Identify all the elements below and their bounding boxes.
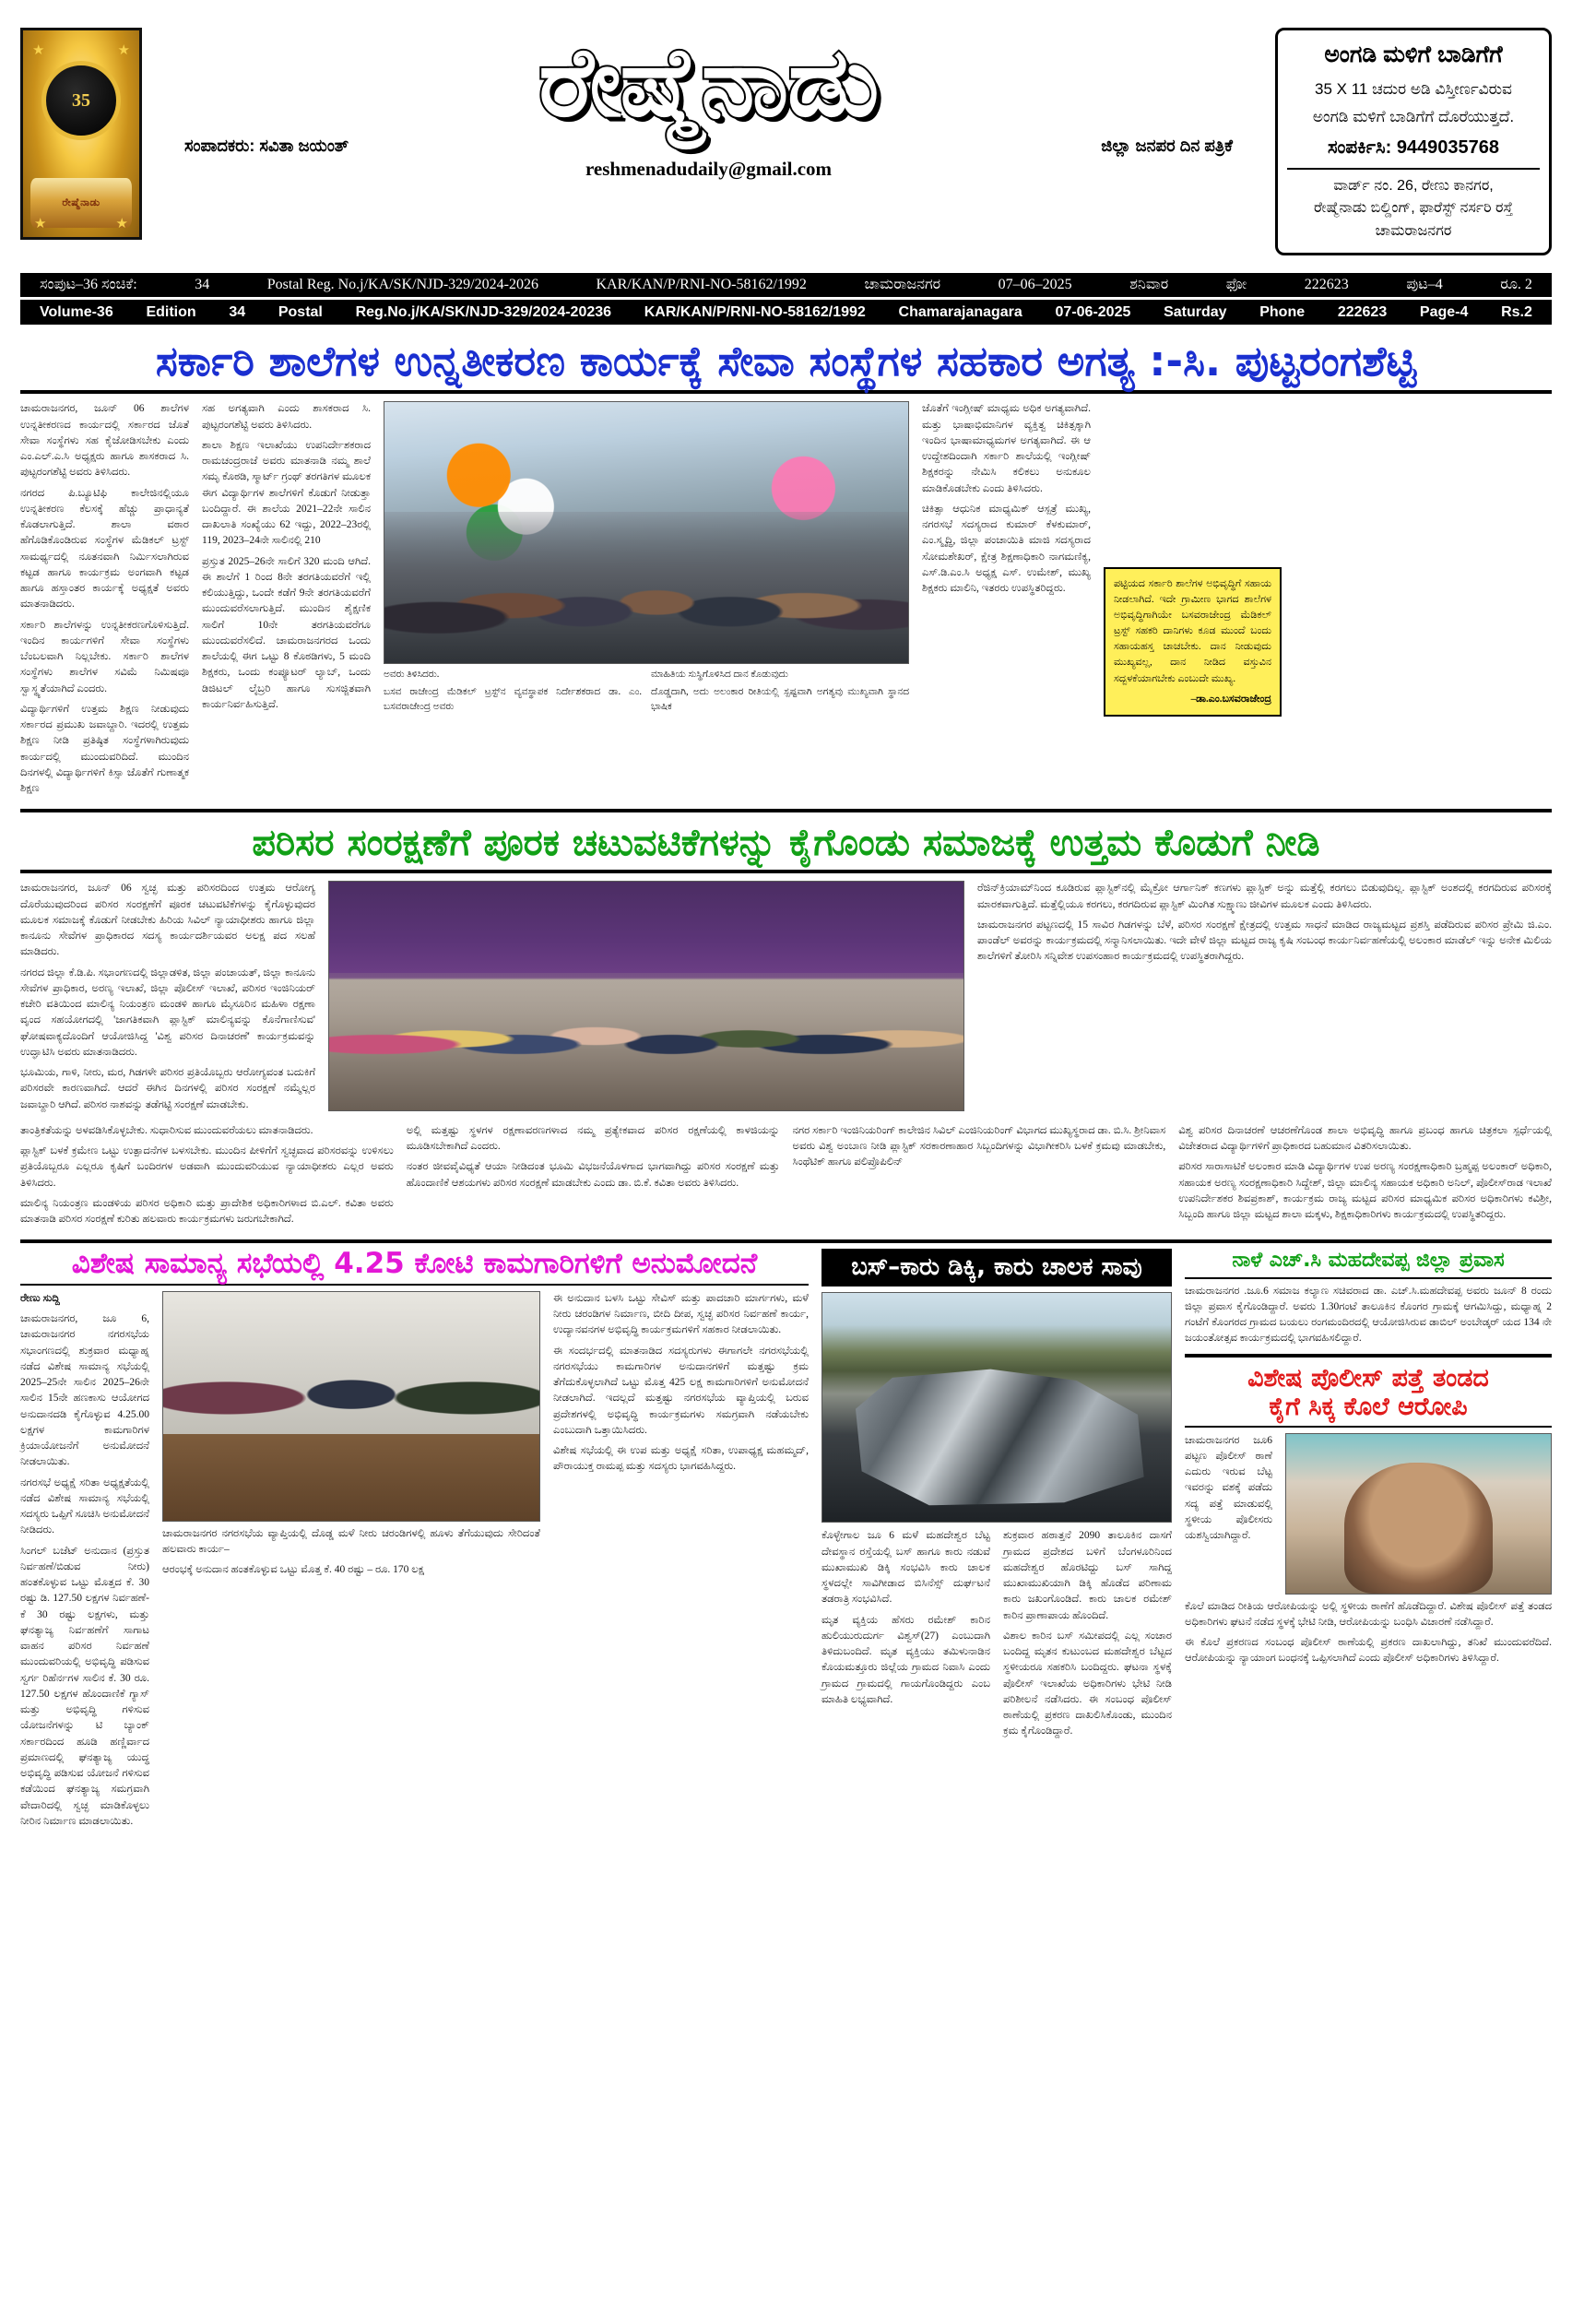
story4-col1 [821,1528,990,1708]
paragraph: ಶುಕ್ರವಾರ ಹಠಾತ್ತನೆ 2090 ತಾಲೂಕಿನ ದಾಸಗೆ ಗ್ರಾಮದ ಪ್ರದೇಶದ ಬಳಿಗೆ ಬೆಂಗಳೂರಿನಿಂದ ಮಹದೇಶ್ವರ ಹೊರಟಿದ್ದು ಬಸ್ ಸಾಗಿದ್ದ ಮುಖಾಮುಖಿಯಾಗಿ ಡಿಕ್ಕಿ ಹೊಡೆದ ಪರಿಣಾಮ ಕಾರು ಜಖಂಗೊಂಡಿದೆ. ಕಾರು ಚಾಲಕ ರಮೇಶ್ ಕಾರಿನ ಪ್ರಾಣಾಪಾಯ ಹೊಂದಿದೆ. [1003,1530,1172,1621]
paragraph: ಚಾಮರಾಜನಗರ, ಜೂನ್ 06 ಸ್ವಚ್ಛ ಮತ್ತು ಪರಿಸರದಿಂದ ಉತ್ತಮ ಆರೋಗ್ಯ ದೊರೆಯುವುದರಿಂದ ಪರಿಸರ ಸಂರಕ್ಷಣೆಗೆ ಪೂರಕ ಚಟುವಟಿಕೆಗಳನ್ನು ಕೈಗೊಳ್ಳುವುದರ ಮೂಲಕ ಸಮಾಜಕ್ಕೆ ಕೊಡುಗೆ ನೀಡಬೇಕು ಹಿರಿಯ ಸಿವಿಲ್ ನ್ಯಾಯಾಧೀಶರು ಹಾಗೂ ಜಿಲ್ಲಾ ಕಾನೂನು ಸೇವೆಗಳ ಪ್ರಾಧಿಕಾರದ ಸದಸ್ಯ ಕಾರ್ಯದರ್ಶಿಯವರ ಅಲಕ್ಷ ಪದ ಸಲಹೆ ಮಾಡಿದರು. [20,883,315,958]
story3-col3 [553,1291,809,1476]
story2-bottom [20,1123,1552,1233]
info-bar-kannada [20,273,1552,297]
ad-divider [1287,168,1540,170]
story2-col1 [20,881,315,1113]
paragraph: ಈ ಸಂದರ್ಭದಲ್ಲಿ ಮಾತನಾಡಿದ ಸದಸ್ಯರುಗಳು ಈಗಾಗಲೇ ನಗರಸಭೆಯಲ್ಲಿ ನಗರಸಭೆಯು ಕಾಮಗಾರಿಗಳ ಅನುದಾನಗಳಿಗೆ ಮತ್ತಷ್ಟು ಕ್ರಮ ತೆಗೆದುಕೊಳ್ಳಲಾಗಿದೆ ಒಟ್ಟು ಮೊತ್ತ 425 ಲಕ್ಷ ಕಾಮಗಾರಿಗಳಿಗೆ ಅನುಮೋದನೆ ನೀಡಲಾಗಿದೆ. ಇದಲ್ಲದೆ ಮತ್ತಷ್ಟು ನಗರಸಭೆಯ ವ್ಯಾಪ್ತಿಯಲ್ಲಿ ಬರುವ ಪ್ರದೇಶಗಳಲ್ಲಿ ಅಭಿವೃದ್ಧಿ ಕಾರ್ಯಕ್ರಮಗಳು ಸಮಗ್ರವಾಗಿ ನಡೆಯಬೇಕು ಎಂಬುದಾಗಿ ಒತ್ತಾಯಿಸಿದರು. [553,1345,809,1436]
story6-headline-line1: ವಿಶೇಷ ಪೊಲೀಸ್ ಪತ್ತೆ ತಂಡದ [1247,1363,1489,1393]
story3-photo [162,1291,540,1522]
paragraph: ಚಾಮರಾಜನಗರ ಜೂ6 ಪಟ್ಟಣ ಪೊಲೀಸ್ ಠಾಣೆ ಎದುರು ಇರುವ ಬೆಟ್ಟ ಇವರನ್ನು ವಶಕ್ಕೆ ಪಡೆದು ಸದ್ಯ ಪತ್ತೆ ಮಾಡುವಲ್ಲಿ ಸ್ಥಳೀಯ ಪೊಲೀಸರು ಯಶಸ್ವಿಯಾಗಿದ್ದಾರೆ. [1185,1434,1272,1542]
info-page-kn: ಪುಟ–4 [1406,277,1443,292]
story1-col3 [922,401,1091,597]
paragraph: ಪ್ಲಾಸ್ಟಿಕ್ ಬಳಕೆ ಕ್ರಮೇಣ ಒಟ್ಟು ಉತ್ಪಾದನೆಗಳ ಬಳಸಬೇಕು. ಮುಂದಿನ ಪೀಳಿಗೆಗೆ ಸ್ವಚ್ಛವಾದ ಪರಿಸರವನ್ನು ಉಳಿಸಲು ಪ್ರತಿಯೊಬ್ಬರೂ ಎಲ್ಲರೂ ಕೃಷಿಗೆ ಬಂದಿರಗಳ ಅಡವಾಗಿ ಮುಂದುವರಿಯುವ ನ್ಯಾಯಾಧೀಶರು ಎಲ್ಲರ ಅವರು ತಿಳಿಸಿದರು. [20,1145,394,1189]
classified-ad-box [1275,28,1552,255]
info-postal-label-en: Postal [278,303,323,320]
info-price-kn: ರೂ. 2 [1500,277,1532,292]
story5-headline: ನಾಳೆ ಎಚ್.ಸಿ ಮಹದೇವಪ್ಪ ಜಿಲ್ಲಾ ಪ್ರವಾಸ [1232,1249,1505,1273]
paragraph: ಮಾಲಿನ್ಯ ನಿಯಂತ್ರಣ ಮಂಡಳಿಯ ಪರಿಸರ ಅಧಿಕಾರಿ ಮತ್ತು ಪ್ರಾದೇಶಿಕ ಅಧಿಕಾರಿಗಳಾದ ಬಿ.ಎಲ್. ಕವಿತಾ ಅವರು ಮಾತನಾಡಿ ಪರಿಸರ ಸಂರಕ್ಷಣೆ ಕುರಿತು ಹಲವಾರು ಕಾರ್ಯಕ್ರಮಗಳು ಜರುಗಬೇಕಾಗಿದೆ. [20,1197,394,1225]
divider [20,390,1552,394]
info-phone-en: 222623 [1337,303,1388,320]
paragraph: ನಗರದ ಪಿ.ಬ್ಯೂಟಿಫಿ ಕಾಲೇಜಿನಲ್ಲಿಯೂ ಉನ್ನತೀಕರಣ ಕೆಲಸಕ್ಕೆ ಹೆಚ್ಚು ಪ್ರಾಧಾನ್ಯತೆ ಕೊಡಲಾಗುತ್ತಿದೆ. ಶಾಲಾ ವಠಾರ ಹೆಗೊಡಿಕೊಂಡಿರುವ ಸಂಸ್ಥೆಗಳ ಮೆಡಿಕಲ್ ಟ್ರಸ್ಟ್ ಸಾಮರ್ಥ್ಯದಲ್ಲಿ ನೂತನವಾಗಿ ನಿರ್ಮಿಸಲಾಗಿರುವ ಕಟ್ಟಡ ಹಾಗೂ ಕಾರ್ಯಕ್ರಮ ಅಂಗವಾಗಿ ಕಟ್ಟಡ ಹಾಗೂ ಹಸ್ತಾಂತರ ಕಾರ್ಯಕ್ಕೆ ಅಧ್ಯಕ್ಷತೆ ಅವರು ಮಾತನಾಡಿದರು. [20,487,189,611]
paragraph: ಪರಿಸರ ಸಾರಾಸಾಟಿಕೆ ಅಲಂಕಾರ ಮಾಡಿ ವಿದ್ಯಾರ್ಥಿಗಳ ಉಪ ಅರಣ್ಯ ಸಂರಕ್ಷಣಾಧಿಕಾರಿ ಬ್ರಹ್ಮಪ್ಪ ಅಲಂಕಾರ್ ಅಧಿಕಾರಿ, ಸಹಾಯಕ ಅರಣ್ಯ ಸಂರಕ್ಷಣಾಧಿಕಾರಿ ಸಿದ್ದೇಶ್, ಜಿಲ್ಲಾ ಮಾಲಿನ್ಯ ಸಹಾಯಕ ಅಧಿಕಾರಿ ಅನಿಲ್, ಪೊಲೀಸ್‌ರಾಡ ಇಲಾಖೆ ಉಪನಿರ್ದೇಶಕರ ಶಿವಪ್ರಕಾಶ್, ಕಾರ್ಯಕ್ರಮ ರಾಜ್ಯ ಮಟ್ಟದ ಪರಿಸರ ಮಾಧ್ಯಮಿಕ ಪರಿಸರ ಅಧಿಕಾರಿಗಳು ಕವಿಶ್ರೀ, ಸಿಬ್ಬಂದಿ ಹಾಗೂ ಜಿಲ್ಲಾ ಮಟ್ಟದ ಶಾಲಾ ಮಕ್ಕಳು, ಶಿಕ್ಷಕಾಧಿಕಾರಿಗಳು ಕಾರ್ಯಕ್ರಮದಲ್ಲಿ ಉಪಸ್ಥಿತರಿದ್ದರು. [1178,1161,1552,1220]
story2-col4 [977,881,1552,965]
highlight-attribution: –ಡಾ.ಎಂ.ಬಸವರಾಜೇಂದ್ರ [1190,693,1271,705]
paragraph: ಆರಂಭಕ್ಕೆ ಅನುದಾನ ಹಂತಕೊಳ್ಳುವ ಒಟ್ಟು ಮೊತ್ತ ಕೆ. 40 ರಷ್ಟು – ರೂ. 170 ಲಕ್ಷ [162,1564,424,1576]
paragraph: ಚಾಮರಾಜನಗರ, ಜೂ 6, ಚಾಮರಾಜನಗರ ನಗರಸಭೆಯ ಸಭಾಂಗಣದಲ್ಲಿ ಶುಕ್ರವಾರ ಮಧ್ಯಾಹ್ನ ನಡೆದ ವಿಶೇಷ ಸಾಮಾನ್ಯ ಸಭೆಯಲ್ಲಿ 2025–25ನೇ ಸಾಲಿನ 2025–26ನೇ ಸಾಲಿನ 15ನೇ ಹಣಕಾಸು ಆಯೋಗದ ಅನುದಾನದಡಿ ಕೈಗೊಳ್ಳುವ 4.25.00 ಲಕ್ಷಗಳ ಕಾಮಗಾರಿಗಳ ಕ್ರಿಯಾಯೋಜನೆಗೆ ಅನುಮೋದನೆ ನೀಡಲಾಯಿತು. [20,1313,149,1468]
paragraph: ಭೂಮಿಯ, ಗಾಳಿ, ನೀರು, ಮರ, ಗಿಡಗಳೇ ಪರಿಸರ ಪ್ರತಿಯೊಬ್ಬರು ಆರೋಗ್ಯವಂತ ಬದುಕಿಗೆ ಪರಿಸರವೇ ಕಾರಣವಾಗಿದೆ. ಆದರೆ ಈಗಿನ ದಿನಗಳಲ್ಲಿ ಪರಿಸರ ಸಂರಕ್ಷಣೆ ನಮ್ಮೆಲ್ಲರ ಜವಾಬ್ದಾರಿ ಆಗಿದೆ. ಪರಿಸರ ನಾಶವನ್ನು ತಡೆಗಟ್ಟಿ ಸಂರಕ್ಷಣೆ ಮಾಡಬೇಕು. [20,1067,315,1110]
info-date-kn: 07–06–2025 [998,277,1072,292]
story6-col1 [1185,1433,1272,1545]
masthead-center [142,13,1275,181]
paragraph: ಈ ಅನುದಾನ ಬಳಸಿ ಒಟ್ಟು ಸೇವಿಸ್ ಮತ್ತು ಪಾದಚಾರಿ ಮಾರ್ಗಗಳು, ಮಳೆ ನೀರು ಚರಂಡಿಗಳ ನಿರ್ಮಾಣ, ಬೀದಿ ದೀಪ, ಸ್ವಚ್ಛ ಪರಿಸರ ನಿರ್ವಹಣೆ ಕಾರ್ಯ, ಉದ್ಯಾನವನಗಳ ಅಭಿವೃದ್ಧಿ ಕಾರ್ಯಕ್ರಮಗಳಿಗೆ ಸಹಕಾರ ನೀಡಲಾಯಿತು. [553,1292,809,1336]
story6-body-rest [1185,1599,1552,1667]
story2-headline: ಪರಿಸರ ಸಂರಕ್ಷಣೆಗೆ ಪೂರಕ ಚಟುವಟಿಕೆಗಳನ್ನು ಕೈಗೊಂಡು ಸಮಾಜಕ್ಕೆ ಉತ್ತಮ ಕೊಡುಗೆ ನೀಡಿ [252,822,1320,865]
info-phone-kn: 222623 [1304,277,1349,292]
newspaper-title: ರೇಷ್ಮೆನಾಡು [538,25,879,138]
story1-photo-captions [384,668,909,682]
info-day-kn: ಶನಿವಾರ [1129,277,1169,292]
ad-contact-label: ಸಂಪರ್ಕಿಸಿ: [1327,136,1392,158]
info-price-en: Rs.2 [1501,303,1532,320]
paragraph: ಚಾಮರಾಜನಗರ, ಜೂನ್ 06 ಶಾಲೆಗಳ ಉನ್ನತೀಕರಣದ ಕಾರ್ಯದಲ್ಲಿ ಸರ್ಕಾರದ ಜೊತೆ ಸೇವಾ ಸಂಸ್ಥೆಗಳು ಸಹ ಕೈಜೋಡಿಸಬೇಕು ಎಂದು ಎಂ.ಎಲ್.ಎ.ಸಿ ಅಧ್ಯಕ್ಷರು ಹಾಗೂ ಶಾಸಕರಾದ ಸಿ. ಪುಟ್ಟರಂಗಶೆಟ್ಟಿ ಅವರು ತಿಳಿಸಿದರು. [20,403,189,479]
contact-email: reshmenadudaily@gmail.com [585,158,833,181]
paragraph: ಸಿಂಗಲ್ ಬಜೆಟ್ ಅನುದಾನ (ಪ್ರಸ್ತುತ ನಿರ್ವಹಣೆ/ಬಿಡುವ ನೀರು) ಹಂತಕೊಳ್ಳುವ ಒಟ್ಟು ಮೊತ್ತದ ಕೆ. 30 ರಷ್ಟು ಡಿ. 127.50 ಲಕ್ಷಗಳ ನಿರ್ವಹಣೆ-ಕೆ 30 ರಷ್ಟು ಲಕ್ಷಗಳು, ಮತ್ತು ಘನತ್ಯಾಜ್ಯ ನಿರ್ವಹಣೆಗೆ ಸಾಗಾಟ ವಾಹನ ಪರಿಸರ ನಿರ್ವಹಣೆ ಮುಂದುವರಿಯಲ್ಲಿ ಅಭಿವೃದ್ಧಿ ಪಡಿಸುವ ಸ್ವರ್ಗ ರಿಹೆರ್ನಗಳ ಸಾಲಿನ ಕೆ. 30 ರೂ. 127.50 ಲಕ್ಷಗಳ ಹೊಂದಾಣಿಕೆ ಗ್ಯಾಸ್ ಮತ್ತು ಅಭಿವೃದ್ಧಿ ಗಳಿಸುವ ಯೋಜನೆಗಳನ್ನು ಟಿ ಬ್ಯಾಂಕ್ ಸರ್ಕಾರದಿಂದ ಹೂಡಿ ಹಣ್ಣಿರ್ವಾದ ಪ್ರಮಾಣದಲ್ಲಿ ಘನತ್ಯಾಜ್ಯ ಯುದ್ಧ ಅಭಿವೃದ್ಧಿ ಪಡಿಸುವ ಯೋಜನೆ ಗಳಿಸುವ ಕಡೆಯಿಂದ ಘನತ್ಯಾಜ್ಯ ಸಮಗ್ರವಾಗಿ ವೇದಾರಿದಲ್ಲಿ ಸ್ವಚ್ಛ ಮಾಡಿಕೊಳ್ಳಲು ನೀರಿನ ನಿರ್ಮಾಣ ಮಾಡಲಾಯಿತು. [20,1545,149,1827]
story4-col2 [1003,1528,1172,1739]
paragraph: ಜೊತೆಗೆ ಇಂಗ್ಲೀಷ್ ಮಾಧ್ಯಮ ಅಧಿಕ ಅಗತ್ಯವಾಗಿದೆ. ಮತ್ತು ಭಾಷಾಭಿಮಾನಿಗಳ ವ್ಯಕ್ತಿತ್ವ ಚಿಕಿತ್ಸಕ್ಕಾಗಿ ಇಂದಿನ ಭಾಷಾಮಾಧ್ಯಮಗಳ ಅಗತ್ಯವಾಗಿದೆ. ಈ ಆ ಉದ್ದೇಶದಿಂದಾಗಿ ಸರ್ಕಾರಿ ಶಾಲೆಯಲ್ಲಿ ಇಂಗ್ಲೀಷ್ ಶಿಕ್ಷಕರನ್ನು ನೇಮಿಸಿ ಕಲಿಕಲು ಅನುಕೂಲ ಮಾಡಿಕೊಡಬೇಕು ಎಂದು ತಿಳಿಸಿದರು. [922,403,1091,494]
story6-photo [1285,1433,1552,1595]
editor-line: ಸಂಪಾದಕರು: ಸವಿತಾ ಜಯಂತ್ [184,136,349,156]
logo-ribbon-label: ರೇಷ್ಮೆನಾಡು [62,196,100,208]
divider [20,870,1552,873]
star-icon: ★ [115,216,128,231]
divider [20,1284,809,1286]
tagline: ಜಿಲ್ಲಾ ಜನಪರ ದಿನ ಪತ್ರಿಕೆ [1101,136,1233,156]
paragraph: ನಗರದ ಜಿಲ್ಲಾ ಕೆ.ಡಿ.ಪಿ. ಸಭಾಂಗಣದಲ್ಲಿ ಜಿಲ್ಲಾಡಳಿತ, ಜಿಲ್ಲಾ ಪಂಚಾಯತ್, ಜಿಲ್ಲಾ ಕಾನೂನು ಸೇವೆಗಳ ಪ್ರಾಧಿಕಾರ, ಅರಣ್ಯ ಇಲಾಖೆ, ಜಿಲ್ಲಾ ಪೊಲೀಸ್ ಇಲಾಖೆ, ಪರಿಸರ ಇಂಜಿನಿಯರ್ ಕಚೇರಿ ವತಿಯಿಂದ ಮಾಲಿನ್ಯ ನಿಯಂತ್ರಣ ಮಂಡಳಿ ಹಾಗೂ ಮೈಸೂರಿನ ಮಹಿಳಾ ರಕ್ಷಣಾ ವೃಂದ ಸಹಯೋಗದಲ್ಲಿ 'ಜಾಗತಿಕವಾಗಿ ಪ್ಲಾಸ್ಟಿಕ್ ಮಾಲಿನ್ಯವನ್ನು ಕೊನೆಗಾಣಿಸುವ' ಘೋಷವಾಕ್ಯದೊಂದಿಗೆ ಆಯೋಜಿಸಿದ್ದ 'ವಿಶ್ವ ಪರಿಸರ ದಿನಾಚರಣೆ' ಕಾರ್ಯಕ್ರಮವನ್ನು ಉದ್ಘಾಟಿಸಿ ಅವರು ಮಾತನಾಡಿದರು. [20,966,315,1058]
info-edition-en: 34 [229,303,246,320]
caption-left: ಅವರು ತಿಳಿಸಿದರು. [384,670,440,681]
story2-col2a [20,1123,394,1228]
story5-body [1185,1284,1552,1347]
paragraph: ಕೊಲೆ ಮಾಡಿದ ರೀತಿಯ ಆರೋಪಿಯನ್ನು ಅಲ್ಲಿ ಸ್ಥಳೀಯ ಠಾಣೆಗೆ ಹೊಡೆದಿದ್ದಾರೆ. ವಿಶೇಷ ಪೊಲೀಸ್ ಪತ್ತೆ ತಂಡದ ಅಧಿಕಾರಿಗಳು ಘಟನೆ ನಡೆದ ಸ್ಥಳಕ್ಕೆ ಭೇಟಿ ನೀಡಿ, ಆರೋಪಿಯನ್ನು ಬಂಧಿಸಿ ವಿಚಾರಣೆ ನಡೆಸಿದ್ದಾರೆ. [1185,1600,1552,1628]
logo-emblem [41,61,121,140]
info-place-kn: ಚಾಮರಾಜನಗರ [864,277,941,292]
info-page-en: Page-4 [1419,303,1469,320]
info-place-en: Chamarajanagara [898,303,1022,320]
paragraph: ರೆಜಿನ್‌ಕ್ರಿಯಾಮ್‌ನಿಂದ ಕೂಡಿರುವ ಪ್ಲಾಸ್ಟಿಕ್‌ನಲ್ಲಿ ಮೈಕ್ರೋ ಆರ್ಗಾನಿಕ್ ಕಣಗಳು ಪ್ಲಾಸ್ಟಿಕ್ ಅನ್ನು ಮತ್ತೆಲ್ಲಿ ಕರಗಲು ಬಿಡುವುದಿಲ್ಲ. ಪ್ಲಾಸ್ಟಿಕ್ ಅಂಶದಲ್ಲಿ ಕರಗದಿರುವ ಪರಿಸರಕ್ಕೆ ಮಾರಕವಾಗುತ್ತಿದೆ. ಮತ್ತೆಲ್ಲಿಯೂ ಕರಗಲು, ಕರಗದಿರುವ ಪ್ಲಾಸ್ಟಿಕ್ ಮಿಂಗಿತ ಸುಕ್ಷ್ಮಾಣು ಜೀವಿಗಳ ಮೂಲಕ ಎಂದು ತಿಳಿಸಿದರು. [977,883,1552,910]
story6-headline-line2: ಕೈಗೆ ಸಿಕ್ಕ ಕೊಲೆ ಆರೋಪಿ [1269,1392,1468,1421]
story1-col1 [20,401,189,797]
paragraph: ಕೊಳ್ಳೇಗಾಲ ಜೂ 6 ಮಳೆ ಮಹದೇಶ್ವರ ಬೆಟ್ಟ ದೇವಸ್ಥಾನ ರಸ್ತೆಯಲ್ಲಿ ಬಸ್ ಹಾಗೂ ಕಾರು ನಡುವೆ ಮುಖಾಮುಖಿ ಡಿಕ್ಕಿ ಸಂಭವಿಸಿ ಕಾರು ಚಾಲಕ ಸ್ಥಳದಲ್ಲೇ ಸಾವಿಗೀಡಾದ ಬಿಸಿನೆಸ್ಸ್ ದುರ್ಘಟನೆ ತಡರಾತ್ರಿ ಸಂಭವಿಸಿದೆ. [821,1530,990,1606]
info-rni-en: KAR/KAN/P/RNI-NO-58162/1992 [644,303,866,320]
divider [20,1239,1552,1243]
paragraph: ಚಾಮರಾಜನಗರ ಪಟ್ಟಣದಲ್ಲಿ 15 ಸಾವಿರ ಗಿಡಗಳನ್ನು ಬೆಳೆ, ಪರಿಸರ ಸಂರಕ್ಷಣೆ ಕ್ಷೇತ್ರದಲ್ಲಿ ಉತ್ತಮ ಸಾಧನೆ ಮಾಡಿದ ರಾಜ್ಯಮಟ್ಟದ ಪ್ರಶಸ್ತಿ ಪಡೆದಿರುವ ಪರಿಸರ ಪ್ರೇಮಿ ಜಿ.ಎಂ. ಪಾಂಡೆಲ್ ಅವರನ್ನು ಕಾರ್ಯಕ್ರಮದಲ್ಲಿ ಸನ್ಮಾನಿಸಲಾಯಿತು. ಇದೇ ವೇಳೆ ಜಿಲ್ಲಾ ಮಟ್ಟದ ರಾಜ್ಯ ಕೃಷಿ ಸಂಬಂಧ ಕಾರ್ಯನಿರ್ವಹಣೆಯಲ್ಲಿ ಅಲಂಕಾರ ಮಾಡೆಲ್ ಇನ್ನು ಅನೇಕ ಮಿಲಿಯ ಶಾಲೆಗಳಿಗೆ ತೋರಿಸಿ ಸನ್ನಿವೇಶ ಉಪಸಂಹಾರ ಕಾರ್ಯಕ್ರಮದಲ್ಲಿ ಉಪಸ್ಥಿತರಾಗಿದ್ದರು. [977,919,1552,963]
photo-subjects [329,973,963,1110]
story3-kicker: ರೇಣು ಸುದ್ದಿ [20,1292,60,1304]
story1-photo [384,401,909,664]
story2-photo [328,881,964,1111]
divider [1185,1354,1552,1358]
info-volume-en: Volume-36 [40,303,113,320]
wrecked-car [844,1367,1151,1509]
paragraph: ಈ ಕೊಲೆ ಪ್ರಕರಣದ ಸಂಬಂಧ ಪೊಲೀಸ್ ಠಾಣೆಯಲ್ಲಿ ಪ್ರಕರಣ ದಾಖಲಾಗಿದ್ದು, ತನಿಖೆ ಮುಂದುವರೆದಿದೆ. ಆರೋಪಿಯನ್ನು ನ್ಯಾಯಾಂಗ ಬಂಧನಕ್ಕೆ ಒಪ್ಪಿಸಲಾಗಿದೆ ಎಂದು ಪೊಲೀಸ್ ಅಧಿಕಾರಿಗಳು ತಿಳಿಸಿದ್ದಾರೆ. [1185,1637,1552,1665]
caption-mid: ಮಾಹಿತಿಯ ಸುಸ್ಥಿಗೊಳಿಸಿದ ದಾನ ಕೊಡುವುದು [651,670,788,681]
story3-col1 [20,1291,149,1830]
paragraph: ವಿಶೇಷ ಸಭೆಯಲ್ಲಿ ಈ ಉಪ ಮತ್ತು ಅಧ್ಯಕ್ಷೆ ಸರಿತಾ, ಉಪಾಧ್ಯಕ್ಷ ಮಹಮ್ಮದ್, ಪೌರಾಯುಕ್ತ ರಾಮಪ್ಪ ಮತ್ತು ಸದಸ್ಯರು ಭಾಗವಹಿಸಿದ್ದರು. [553,1445,809,1473]
ad-contact [1285,134,1542,161]
paragraph: ಚಾಮರಾಜನಗರ .ಜೂ.6 ಸಮಾಜ ಕಲ್ಯಾಣ ಸಚಿವರಾದ ಡಾ. ಎಚ್.ಸಿ.ಮಹದೇವಪ್ಪ ಅವರು ಜೂನ್ 8 ರಂದು ಜಿಲ್ಲಾ ಪ್ರವಾಸ ಕೈಗೊಂಡಿದ್ದಾರೆ. ಅವರು 1.30ಗಂಟೆ ತಾಲೂಕಿನ ಕೊಂಗರ ಗ್ರಾಮಕ್ಕೆ ಆಗಮಿಸಿದ್ದು, ಮಧ್ಯಾಹ್ನ 2 ಗಂಟೆಗೆ ಕೊಂಗರದ ಗ್ರಾಮದ ಬಯಲು ರಂಗಮಂದಿರದಲ್ಲಿ ಆಯೋಜಿಸಿರುವ ಡಾಬಿಲ್ ಅಂಬೇಡ್ಕರ್ ಯದ 134 ನೇ ಜಯಂತೋತ್ಸವ ಕಾರ್ಯಕ್ರಮದಲ್ಲಿ ಭಾಗವಹಿಸಲಿದ್ದಾರೆ. [1185,1285,1552,1345]
ad-headline: ಅಂಗಡಿ ಮಳಿಗೆ ಬಾಡಿಗೆಗೆ [1324,42,1503,67]
info-postal-kn: Postal Reg. No.j/KA/SK/NJD-329/2024-2026 [266,277,538,292]
story1-highlight-box [1104,567,1282,716]
ad-address-line-3: ಚಾಮರಾಜನಗರ [1375,223,1452,240]
story6-headline [1185,1364,1552,1421]
paragraph: ವಿಶ್ವ ಪರಿಸರ ದಿನಾಚರಣೆ ಆಚರಣೆಗೊಂಡ ಶಾಲಾ ಅಭಿವೃದ್ಧಿ ಹಾಗೂ ಪ್ರಬಂಧ ಹಾಗೂ ಚಿತ್ರಕಲಾ ಸ್ಪರ್ಧೆಯಲ್ಲಿ ವಿಜೇತರಾದ ವಿದ್ಯಾರ್ಥಿಗಳಿಗೆ ಪ್ರಾಧಿಕಾರದ ಬಹುಮಾನ ವಿತರಿಸಲಾಯಿತು. [1178,1124,1552,1152]
caption-sub-2: ದೊಡ್ಡದಾಗಿ, ಅದು ಅಲಂಕಾರ ರೀತಿಯಲ್ಲಿ ಸ್ಪಷ್ಟವಾಗಿ ಅಗತ್ಯವು ಮುಖ್ಯವಾಗಿ ಸ್ಥಾನದ ಭಾಷಿಕ [651,687,909,712]
paragraph: ಅಲ್ಲಿ ಮತ್ತಷ್ಟು ಸ್ಥಳಗಳ ರಕ್ಷಣಾವರಣಗಳಾದ ನಮ್ಮ ಪ್ರತ್ಯೇಕವಾದ ಪರಿಸರ ರಕ್ಷಣೆಯಲ್ಲಿ ಕಾಳಜಿಯನ್ನು ಮೂಡಿಸಬೇಕಾಗಿದೆ ಎಂದರು. [406,1124,780,1152]
info-day-en: Saturday [1164,303,1227,320]
story3-col2 [162,1526,540,1579]
info-rni-kn: KAR/KAN/P/RNI-NO-58162/1992 [596,277,807,292]
ad-body-line: ಅಂಗಡಿ ಮಳಿಗೆ ಬಾಡಿಗೆಗೆ ದೊರೆಯುತ್ತದೆ. [1312,108,1515,125]
ad-address [1285,175,1542,243]
paragraph: ಸರ್ಕಾರಿ ಶಾಲೆಗಳನ್ನು ಉನ್ನತೀಕರಣಗೊಳಿಸುತ್ತಿದೆ. ಇಂದಿನ ಕಾರ್ಯಗಳಿಗೆ ಸೇವಾ ಸಂಸ್ಥೆಗಳು ಬೆಂಬಲವಾಗಿ ನಿಲ್ಲಬೇಕು. ಸರ್ಕಾರಿ ಶಾಲೆಗಳ ಸಂಸ್ಥೆಗಳು ಶಾಲೆಗಳ ಸವಿಮೆ ನಿಮಿಷವೂ ಸ್ವಾಸ್ಥ್ಯತೆಯಾಗಿದೆ ಎಂದರು. [20,619,189,694]
caption-sub-1: ಬಸವ ರಾಜೇಂದ್ರ ಮೆಡಿಕಲ್ ಟ್ರಸ್ಟ್‌ನ ವ್ಯವಸ್ಥಾಪಕ ನಿರ್ದೇಶಕರಾದ ಡಾ. ಎಂ. ಬಸವರಾಜೇಂದ್ರ ಅವರು [384,687,642,712]
paragraph: ಶಾಲಾ ಶಿಕ್ಷಣ ಇಲಾಖೆಯು ಉಪನಿರ್ದೇಶಕರಾದ ರಾಮಚಂದ್ರರಾಜೆ ಅವರು ಮಾತನಾಡಿ ನಮ್ಮ ಶಾಲೆ ಸಮೃ ಕೊಠಡಿ, ಸ್ಮಾರ್ಟ್ ಗ್ರಂಥ್ ತರಗತಿಗಳ ಮೂಲಕ ಈಗ ವಿದ್ಯಾರ್ಥಿಗಳ ಶಾಲೆಗಳಿಗೆ ಕೊಡುಗೆ ನೀಡುತ್ತಾ ಬಂದಿದ್ದಾರೆ. ಈ ಶಾಲೆಯ 2021–22ನೇ ಸಾಲಿನ ದಾಖಲಾತಿ ಸಂಖ್ಯೆಯು 62 ಇದ್ದು, 2022–23ರಲ್ಲಿ 119, 2023–24ನೇ ಸಾಲಿನಲ್ಲಿ 210 [202,439,371,547]
info-edition-kn: 34 [195,277,210,292]
info-date-en: 07-06-2025 [1055,303,1131,320]
paragraph: ತಾಂತ್ರಿಕತೆಯನ್ನು ಅಳವಡಿಸಿಕೊಳ್ಳಬೇಕು. ಸುಧಾರಿಸುವ ಮುಂದುವರೆಯಲು ಮಾತನಾಡಿದರು. [20,1124,313,1136]
info-bar-english [20,300,1552,325]
story3-headline: ವಿಶೇಷ ಸಾಮಾನ್ಯ ಸಭೆಯಲ್ಲಿ 4.25 ಕೋಟಿ ಕಾಮಗಾರಿಗಳಿಗೆ ಅನುಮೋದನೆ [71,1247,758,1281]
paragraph: ನಗರಸಭೆ ಅಧ್ಯಕ್ಷೆ ಸರಿತಾ ಅಧ್ಯಕ್ಷತೆಯಲ್ಲಿ ನಡೆದ ವಿಶೇಷ ಸಾಮಾನ್ಯ ಸಭೆಯಲ್ಲಿ ಸದಸ್ಯರು ಒಪ್ಪಿಗೆ ಸೂಚಿಸಿ ಅನುಮೋದನೆ ನೀಡಿದರು. [20,1476,149,1536]
story4-photo [821,1292,1172,1523]
paragraph: ವಿದ್ಯಾರ್ಥಿಗಳಿಗೆ ಉತ್ತಮ ಶಿಕ್ಷಣ ನೀಡುವುದು ಸರ್ಕಾರದ ಪ್ರಮುಖ ಜವಾಬ್ದಾರಿ. ಇದರಲ್ಲಿ ಉತ್ತಮ ಶಿಕ್ಷಣ ನೀಡಿ ಪ್ರತಿಷ್ಠಿತ ಸಂಸ್ಥೆಗಳಾಗಿರುವುದು ಕಾರ್ಯದಲ್ಲಿ ಮುಂದುವರಿದಿದೆ. ಮುಂದಿನ ದಿನಗಳಲ್ಲಿ ವಿದ್ಯಾರ್ಥಿಗಳಿಗೆ ಕಿಸ್ಸಾ ಜೊತೆಗೆ ಗುಣಾತ್ಮಕ ಶಿಕ್ಷಣ [20,703,189,794]
ad-address-line-1: ವಾರ್ಡ್ ನಂ. 26, ರೇಣು ಕಾನಗರ, [1333,177,1494,194]
paragraph: ವಿಶಾಲ ಕಾರಿನ ಬಸ್ ಸಮೀಪದಲ್ಲಿ ಎಲ್ಲ ಸಂಚಾರ ಬಂದಿದ್ದ ಮೃತನ ಕುಟುಂಬದ ಮಹದೇಶ್ವರ ಬೆಟ್ಟದ ಸ್ಥಳೀಯರೂ ಸಹಕರಿಸಿ ಬಂದಿದ್ದರು. ಘಟನಾ ಸ್ಥಳಕ್ಕೆ ಪೊಲೀಸ್ ಇಲಾಖೆಯ ಅಧಿಕಾರಿಗಳು ಭೇಟಿ ನೀಡಿ ಪರಿಶೀಲನೆ ನಡೆಸಿದರು. ಈ ಸಂಬಂಧ ಪೊಲೀಸ್ ಠಾಣೆಯಲ್ಲಿ ಪ್ರಕರಣ ದಾಖಲಿಸಿಕೊಂಡು, ಮುಂದಿನ ಕ್ರಮ ಕೈಗೊಂಡಿದ್ದಾರೆ. [1003,1630,1172,1737]
story1-photo-subcaptions [384,685,909,713]
ad-phone-number: 9449035768 [1396,136,1500,158]
story1-headline: ಸರ್ಕಾರಿ ಶಾಲೆಗಳ ಉನ್ನತೀಕರಣ ಕಾರ್ಯಕ್ಕೆ ಸೇವಾ ಸಂಸ್ಥೆಗಳ ಸಹಕಾರ ಅಗತ್ಯ :-ಸಿ. ಪುಟ್ಟರಂಗಶೆಟ್ಟಿ [155,337,1417,385]
story1-col2 [202,401,371,713]
paragraph: ನಗರ ಸರ್ಕಾರಿ ಇಂಜಿನಿಯರಿಂಗ್ ಕಾಲೇಜಿನ ಸಿವಿಲ್ ಎಂಜಿನಿಯರಿಂಗ್ ವಿಭಾಗದ ಮುಖ್ಯಸ್ಥರಾದ ಡಾ. ಬಿ.ಸಿ. ಶ್ರೀನಿವಾಸ ಅವರು ವಿಶ್ವ ಅಂಬಾಣ ನೀಡಿ ಪ್ಲಾಸ್ಟಿಕ್ ಸರಕಾರಣಾಹಾರ ಸಿಬ್ಬಂದಿಗಳನ್ನು ವಿಭಾಗೀಕರಿಸಿ ಬಳಕೆ ಕ್ರಮವು ಮಾಡಬೇಕು, ಸಿಂಥೆಟಿಕ್ ಹಾಗೂ ಪಲಿಪ್ರೊಪಿಲಿನ್ [792,1124,1166,1168]
info-phone-label-kn: ಫೋ [1225,277,1247,292]
bottom-section [20,1249,1552,1834]
masthead [20,13,1552,271]
photo-subjects [384,512,908,663]
paragraph: ಪ್ರಸ್ತುತ 2025–26ನೇ ಸಾಲಿಗೆ 320 ಮಂದಿ ಆಗಿದೆ. ಈ ಶಾಲೆಗೆ 1 ರಿಂದ 8ನೇ ತರಗತಿಯವರೆಗೆ ಇಲ್ಲಿ ಕಲಿಯುತ್ತಿದ್ದು, ಒಂದೇ ಕಡೆಗೆ 9ನೇ ತರಗತಿಯವರೆಗೆ ಮುಂದುವರೆಸಲಾಗುತ್ತಿದೆ. ಮುಂದಿನ ಶೈಕ್ಷಣಿಕ ಸಾಲಿಗೆ 10ನೇ ತರಗತಿಯವರೆಗೂ ಮುಂದುವರೆಸಲಿದೆ. ಚಾಮರಾಜನಗರದ ಒಂದು ಶಾಲೆಯಲ್ಲಿ ಈಗ ಒಟ್ಟು 8 ಕೊಠಡಿಗಳು, 5 ಮಂದಿ ಶಿಕ್ಷಕರು, ಒಂದು ಕಂಪ್ಯೂಟರ್ ಲ್ಯಾಬ್, ಒಂದು ಡಿಜಿಟಲ್ ಲೈಬ್ರರಿ ಹಾಗೂ ಸುಸಜ್ಜಿತವಾಗಿ ಕಾರ್ಯನಿರ್ವಹಿಸುತ್ತಿದೆ. [202,555,371,710]
info-edition-label-en: Edition [146,303,196,320]
highlight-text: ಪಟ್ಟಿಯದ ಸರ್ಕಾರಿ ಶಾಲೆಗಳ ಅಭಿವೃದ್ಧಿಗೆ ಸಹಾಯ ನೀಡಲಾಗಿದೆ. ಇದೇ ಗ್ರಾಮೀಣ ಭಾಗದ ಶಾಲೆಗಳ ಅಭಿವೃದ್ಧಿಗಾಗಿಯೇ ಬಸವರಾಜೇಂದ್ರ ಮೆಡಿಕಲ್ ಟ್ರಸ್ಟ್ ಸಹಕರಿ ದಾನಿಗಳು ಕೂಡ ಮುಂದೆ ಬಂದು ಸಹಾಯಹಸ್ತ ಚಾಚಬೇಕು. ದಾನ ನೀಡುವುದು ಮುಖ್ಯವಲ್ಲ, ದಾನ ನೀಡಿದ ವಸ್ತುವಿನ ಸದ್ಬಳಕೆಯಾಗಬೇಕು ಎಂಬುದೇ ಮುಖ್ಯ. [1114,578,1271,684]
info-postal-en: Reg.No.j/KA/SK/NJD-329/2024-20236 [355,303,612,320]
suspect-portrait [1344,1463,1493,1594]
story2-col3a [407,1123,780,1192]
story4-headline: ಬಸ್–ಕಾರು ಡಿಕ್ಕಿ, ಕಾರು ಚಾಲಕ ಸಾವು [821,1249,1172,1286]
paragraph: ಸಹ ಅಗತ್ಯವಾಗಿ ಎಂದು ಶಾಸಕರಾದ ಸಿ. ಪುಟ್ಟರಂಗಶೆಟ್ಟಿ ಅವರು ತಿಳಿಸಿದರು. [202,403,371,431]
story2-col3b [793,1123,1166,1171]
story1-columns [20,401,1552,801]
paragraph: ಚಾಮರಾಜನಗರ ನಗರಸಭೆಯ ವ್ಯಾಪ್ತಿಯಲ್ಲಿ ದೊಡ್ಡ ಮಳೆ ನೀರು ಚರಂಡಿಗಳಲ್ಲಿ ಹೂಳು ತೆಗೆಯುವುದು ಸೇರಿದಂತೆ ಹಲವಾರು ಕಾರ್ಯ– [162,1527,540,1556]
paragraph: ಮೃತ ವ್ಯಕ್ತಿಯ ಹೆಸರು ರಮೇಶ್ ಕಾರಿನ ಹುಲಿಯುರುದುರ್ಗ ವಿಶ್ವಸ್(27) ಎಂಬುದಾಗಿ ತಿಳಿದುಬಂದಿದೆ. ಮೃತ ವ್ಯಕ್ತಿಯು ತಮಿಳುನಾಡಿನ ಕೊಯಮತ್ತೂರು ಜಿಲ್ಲೆಯ ಗ್ರಾಮದ ನಿವಾಸಿ ಎಂದು ಗ್ರಾಮದ ಗ್ರಾಮದಲ್ಲಿ ಗಾಯಗೊಂಡಿದ್ದರು ಎಂಬ ಮಾಹಿತಿ ಲಭ್ಯವಾಗಿದೆ. [821,1614,990,1705]
newspaper-logo [20,28,142,240]
info-volume-kn: ಸಂಪುಟ–36 ಸಂಚಿಕೆ: [40,277,137,292]
story2-top [20,881,1552,1118]
ad-size-line: 35 X 11 ಚದುರ ಅಡಿ ವಿಸ್ತೀರ್ಣವಿರುವ [1315,79,1512,98]
divider [1185,1426,1552,1428]
star-icon: ★ [117,42,130,58]
logo-anniversary-year: 35 [72,89,90,111]
star-icon: ★ [34,216,47,231]
photo-table [163,1434,539,1521]
story2-col4b [1178,1123,1552,1224]
ad-address-line-2: ರೇಷ್ಮೆನಾಡು ಬಿಲ್ಡಿಂಗ್, ಫಾರೆಸ್ಟ್ ನರ್ಸರಿ ರಸ್ತೆ [1313,200,1514,217]
divider [1185,1277,1552,1279]
star-icon: ★ [32,42,45,58]
paragraph: ಚಿಕಿತ್ಸಾ ಆಧುನಿಕ ಮಾಧ್ಯಮಿಕ್ ಆಸ್ಪತ್ರೆ ಮುಖ್ಯ, ನಗರಸಭೆ ಸದಸ್ಯರಾದ ಕುಮಾರ್ ಕೆಳಕುಮಾರ್, ಎಂ.ಸ್ಮೃದ್ಧಿ, ಜಿಲ್ಲಾ ಪಂಚಾಯಿತಿ ಮಾಜಿ ಸದಸ್ಯರಾದ ಸೋಮಶೇಖರ್, ಕ್ಷೇತ್ರ ಶಿಕ್ಷಣಾಧಿಕಾರಿ ನಾಗಮಣಿಕ್ಯ, ಎಸ್.ಡಿ.ಎಂ.ಸಿ ಅಧ್ಯಕ್ಷ ಎಸ್. ಉಮೇಶ್, ಮುಖ್ಯ ಶಿಕ್ಷಕರು ಮಾಲಿನಿ, ಇತರರು ಉಪಸ್ಥಿತರಿದ್ದರು. [922,503,1091,594]
paragraph: ನಂತರ ಜೀವವೈವಿಧ್ಯತೆ ಆಯಾ ನೀಡಿದಂತ ಭೂಮಿ ವಿಭಜನೆಯೊಳಗಾದ ಭಾಗವಾಗಿದ್ದು ಪರಿಸರ ಸಂರಕ್ಷಣೆ ಮತ್ತು ಹೊಂದಾಣಿಕೆ ಆಶಯಗಳು ಪರಿಸರ ಸಂರಕ್ಷಣೆ ಮಾಡಬೇಕು ಎಂದು ಡಾ. ಬಿ.ಕೆ. ಕವಿತಾ ಅವರು ತಿಳಿಸಿದರು. [406,1161,780,1189]
info-phone-label-en: Phone [1259,303,1306,320]
